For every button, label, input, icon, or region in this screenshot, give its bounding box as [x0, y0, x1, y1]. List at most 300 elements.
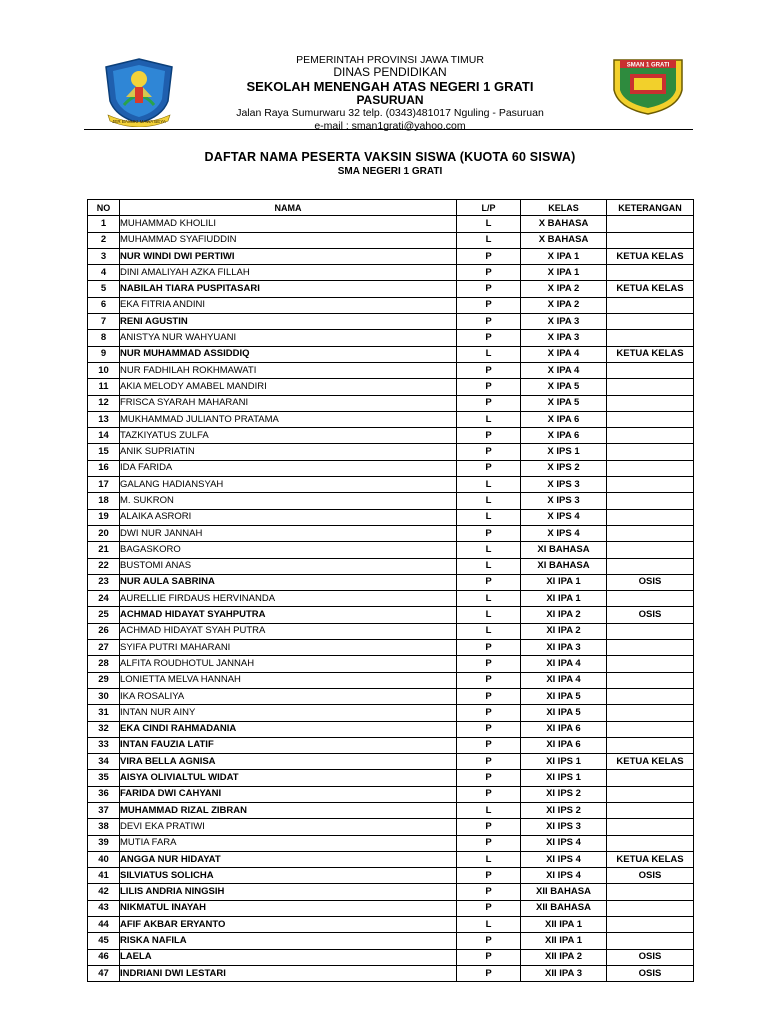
- column-header-no: NO: [88, 200, 120, 216]
- student-name-cell: INTAN FAUZIA LATIF: [120, 737, 457, 753]
- remark-cell: [607, 379, 694, 395]
- student-name-cell: M. SUKRON: [120, 493, 457, 509]
- table-row: [88, 884, 694, 900]
- row-number-cell: 10: [88, 362, 120, 378]
- remark-cell: [607, 444, 694, 460]
- table-row: [88, 314, 694, 330]
- student-name-cell: INDRIANI DWI LESTARI: [120, 965, 457, 981]
- table-row: [88, 607, 694, 623]
- remark-cell: [607, 721, 694, 737]
- table-row: [88, 395, 694, 411]
- table-row: [88, 672, 694, 688]
- address-line: Jalan Raya Sumurwaru 32 telp. (0343)481017 Nguling - Pasuruan: [236, 107, 544, 119]
- class-cell: XI BAHASA: [521, 542, 607, 558]
- row-number-cell: 37: [88, 802, 120, 818]
- student-name-cell: RISKA NAFILA: [120, 933, 457, 949]
- student-name-cell: AURELLIE FIRDAUS HERVINANDA: [120, 591, 457, 607]
- row-number-cell: 21: [88, 542, 120, 558]
- remark-cell: KETUA KELAS: [607, 346, 694, 362]
- school-letterhead-text: [180, 54, 600, 133]
- remark-cell: KETUA KELAS: [607, 851, 694, 867]
- student-name-cell: AKIA MELODY AMABEL MANDIRI: [120, 379, 457, 395]
- gender-cell: P: [457, 900, 521, 916]
- class-cell: X IPA 4: [521, 362, 607, 378]
- remark-cell: [607, 330, 694, 346]
- gender-cell: P: [457, 656, 521, 672]
- student-name-cell: DEVI EKA PRATIWI: [120, 819, 457, 835]
- remark-cell: [607, 705, 694, 721]
- row-number-cell: 12: [88, 395, 120, 411]
- column-header-nama: NAMA: [120, 200, 457, 216]
- student-name-cell: MUTIA FARA: [120, 835, 457, 851]
- student-name-cell: NUR AULA SABRINA: [120, 574, 457, 590]
- class-cell: XI IPA 1: [521, 574, 607, 590]
- row-number-cell: 27: [88, 640, 120, 656]
- table-row: [88, 362, 694, 378]
- table-row: [88, 933, 694, 949]
- row-number-cell: 15: [88, 444, 120, 460]
- gender-cell: P: [457, 265, 521, 281]
- gender-cell: L: [457, 558, 521, 574]
- remark-cell: OSIS: [607, 965, 694, 981]
- gender-cell: P: [457, 525, 521, 541]
- table-row: [88, 281, 694, 297]
- gender-cell: L: [457, 493, 521, 509]
- remark-cell: OSIS: [607, 949, 694, 965]
- gender-cell: L: [457, 851, 521, 867]
- remark-cell: [607, 460, 694, 476]
- gender-cell: L: [457, 509, 521, 525]
- class-cell: X IPA 1: [521, 265, 607, 281]
- gender-cell: P: [457, 395, 521, 411]
- table-row: [88, 248, 694, 264]
- class-cell: X IPA 5: [521, 379, 607, 395]
- column-header-lp: L/P: [457, 200, 521, 216]
- gender-cell: L: [457, 411, 521, 427]
- student-name-cell: INTAN NUR AINY: [120, 705, 457, 721]
- table-row: [88, 493, 694, 509]
- remark-cell: [607, 835, 694, 851]
- gender-cell: P: [457, 428, 521, 444]
- remark-cell: [607, 232, 694, 248]
- table-header-row: [88, 200, 694, 216]
- row-number-cell: 25: [88, 607, 120, 623]
- class-cell: XI IPA 5: [521, 688, 607, 704]
- table-row: [88, 835, 694, 851]
- class-cell: X IPA 5: [521, 395, 607, 411]
- table-row: [88, 232, 694, 248]
- table-row: [88, 297, 694, 313]
- remark-cell: KETUA KELAS: [607, 281, 694, 297]
- remark-cell: [607, 558, 694, 574]
- gender-cell: P: [457, 444, 521, 460]
- gender-cell: P: [457, 248, 521, 264]
- remark-cell: [607, 917, 694, 933]
- east-java-crest-icon: [102, 57, 176, 127]
- remark-cell: [607, 542, 694, 558]
- row-number-cell: 3: [88, 248, 120, 264]
- gender-cell: P: [457, 835, 521, 851]
- remark-cell: [607, 640, 694, 656]
- class-cell: XI IPA 2: [521, 623, 607, 639]
- row-number-cell: 32: [88, 721, 120, 737]
- gender-cell: P: [457, 379, 521, 395]
- row-number-cell: 44: [88, 917, 120, 933]
- gender-cell: P: [457, 460, 521, 476]
- remark-cell: [607, 411, 694, 427]
- row-number-cell: 8: [88, 330, 120, 346]
- gender-cell: P: [457, 688, 521, 704]
- remark-cell: [607, 297, 694, 313]
- class-cell: XI IPA 5: [521, 705, 607, 721]
- row-number-cell: 13: [88, 411, 120, 427]
- class-cell: X IPA 6: [521, 411, 607, 427]
- vaccine-participant-table: [87, 199, 694, 982]
- class-cell: XI IPS 2: [521, 786, 607, 802]
- gender-cell: L: [457, 216, 521, 232]
- row-number-cell: 4: [88, 265, 120, 281]
- student-name-cell: ALAIKA ASRORI: [120, 509, 457, 525]
- student-name-cell: AISYA OLIVIALTUL WIDAT: [120, 770, 457, 786]
- student-name-cell: NIKMATUL INAYAH: [120, 900, 457, 916]
- row-number-cell: 16: [88, 460, 120, 476]
- gender-cell: P: [457, 721, 521, 737]
- gender-cell: L: [457, 607, 521, 623]
- class-cell: XI IPS 1: [521, 770, 607, 786]
- gender-cell: P: [457, 330, 521, 346]
- student-name-cell: AFIF AKBAR ERYANTO: [120, 917, 457, 933]
- student-name-cell: LILIS ANDRIA NINGSIH: [120, 884, 457, 900]
- remark-cell: [607, 688, 694, 704]
- class-cell: XII BAHASA: [521, 884, 607, 900]
- student-name-cell: VIRA BELLA AGNISA: [120, 754, 457, 770]
- row-number-cell: 36: [88, 786, 120, 802]
- table-row: [88, 379, 694, 395]
- table-row: [88, 460, 694, 476]
- class-cell: XII IPA 2: [521, 949, 607, 965]
- remark-cell: [607, 819, 694, 835]
- gender-cell: L: [457, 802, 521, 818]
- student-name-cell: EKA CINDI RAHMADANIA: [120, 721, 457, 737]
- gender-cell: P: [457, 868, 521, 884]
- row-number-cell: 14: [88, 428, 120, 444]
- remark-cell: [607, 216, 694, 232]
- remark-cell: [607, 265, 694, 281]
- remark-cell: [607, 623, 694, 639]
- table-row: [88, 721, 694, 737]
- gender-cell: P: [457, 884, 521, 900]
- class-cell: XI IPA 2: [521, 607, 607, 623]
- gender-cell: P: [457, 297, 521, 313]
- student-name-cell: MUHAMMAD RIZAL ZIBRAN: [120, 802, 457, 818]
- student-name-cell: MUHAMMAD KHOLILI: [120, 216, 457, 232]
- row-number-cell: 20: [88, 525, 120, 541]
- gender-cell: P: [457, 737, 521, 753]
- student-name-cell: LONIETTA MELVA HANNAH: [120, 672, 457, 688]
- remark-cell: [607, 477, 694, 493]
- gender-cell: P: [457, 705, 521, 721]
- student-name-cell: LAELA: [120, 949, 457, 965]
- class-cell: XI IPS 1: [521, 754, 607, 770]
- remark-cell: [607, 656, 694, 672]
- class-cell: XI IPA 4: [521, 656, 607, 672]
- department-line: DINAS PENDIDIKAN: [333, 65, 447, 79]
- table-row: [88, 802, 694, 818]
- row-number-cell: 45: [88, 933, 120, 949]
- table-row: [88, 640, 694, 656]
- class-cell: X IPA 2: [521, 297, 607, 313]
- table-row: [88, 917, 694, 933]
- remark-cell: [607, 493, 694, 509]
- remark-cell: [607, 525, 694, 541]
- class-cell: X IPA 4: [521, 346, 607, 362]
- class-cell: X IPS 4: [521, 509, 607, 525]
- class-cell: X BAHASA: [521, 216, 607, 232]
- table-row: [88, 819, 694, 835]
- row-number-cell: 35: [88, 770, 120, 786]
- table-row: [88, 737, 694, 753]
- class-cell: XI IPA 6: [521, 721, 607, 737]
- table-row: [88, 346, 694, 362]
- gender-cell: L: [457, 542, 521, 558]
- row-number-cell: 46: [88, 949, 120, 965]
- student-name-cell: ANGGA NUR HIDAYAT: [120, 851, 457, 867]
- row-number-cell: 22: [88, 558, 120, 574]
- row-number-cell: 28: [88, 656, 120, 672]
- gender-cell: P: [457, 672, 521, 688]
- class-cell: XI IPS 2: [521, 802, 607, 818]
- sman1-grati-emblem-icon: [608, 56, 688, 116]
- class-cell: X IPS 2: [521, 460, 607, 476]
- class-cell: X IPA 3: [521, 314, 607, 330]
- table-row: [88, 851, 694, 867]
- row-number-cell: 11: [88, 379, 120, 395]
- class-cell: X IPS 3: [521, 493, 607, 509]
- row-number-cell: 29: [88, 672, 120, 688]
- remark-cell: [607, 314, 694, 330]
- table-row: [88, 656, 694, 672]
- table-row: [88, 623, 694, 639]
- student-name-cell: NUR FADHILAH ROKHMAWATI: [120, 362, 457, 378]
- class-cell: XI IPA 3: [521, 640, 607, 656]
- student-name-cell: EKA FITRIA ANDINI: [120, 297, 457, 313]
- student-name-cell: RENI AGUSTIN: [120, 314, 457, 330]
- row-number-cell: 7: [88, 314, 120, 330]
- row-number-cell: 23: [88, 574, 120, 590]
- student-name-cell: FRISCA SYARAH MAHARANI: [120, 395, 457, 411]
- class-cell: X IPA 1: [521, 248, 607, 264]
- gender-cell: P: [457, 640, 521, 656]
- gender-cell: P: [457, 754, 521, 770]
- class-cell: XI IPS 3: [521, 819, 607, 835]
- gender-cell: L: [457, 591, 521, 607]
- student-name-cell: ACHMAD HIDAYAT SYAHPUTRA: [120, 607, 457, 623]
- remark-cell: [607, 900, 694, 916]
- table-row: [88, 411, 694, 427]
- class-cell: X IPA 2: [521, 281, 607, 297]
- table-row: [88, 965, 694, 981]
- row-number-cell: 34: [88, 754, 120, 770]
- table-row: [88, 868, 694, 884]
- student-name-cell: NUR MUHAMMAD ASSIDDIQ: [120, 346, 457, 362]
- remark-cell: [607, 509, 694, 525]
- table-row: [88, 265, 694, 281]
- student-name-cell: BAGASKORO: [120, 542, 457, 558]
- student-name-cell: NUR WINDI DWI PERTIWI: [120, 248, 457, 264]
- letterhead-divider: [84, 129, 693, 130]
- table-row: [88, 428, 694, 444]
- row-number-cell: 19: [88, 509, 120, 525]
- student-name-cell: ANIK SUPRIATIN: [120, 444, 457, 460]
- gender-cell: P: [457, 819, 521, 835]
- class-cell: XII IPA 1: [521, 933, 607, 949]
- gender-cell: P: [457, 281, 521, 297]
- student-name-cell: NABILAH TIARA PUSPITASARI: [120, 281, 457, 297]
- gender-cell: L: [457, 477, 521, 493]
- class-cell: X IPA 6: [521, 428, 607, 444]
- gender-cell: P: [457, 574, 521, 590]
- document-titles: [100, 150, 680, 178]
- document-subtitle: SMA NEGERI 1 GRATI: [337, 166, 443, 177]
- class-cell: XI IPA 1: [521, 591, 607, 607]
- remark-cell: [607, 428, 694, 444]
- student-name-cell: MUHAMMAD SYAFIUDDIN: [120, 232, 457, 248]
- class-cell: XII IPA 1: [521, 917, 607, 933]
- gender-cell: P: [457, 770, 521, 786]
- remark-cell: [607, 672, 694, 688]
- class-cell: X BAHASA: [521, 232, 607, 248]
- class-cell: XI IPS 4: [521, 851, 607, 867]
- row-number-cell: 42: [88, 884, 120, 900]
- class-cell: X IPS 3: [521, 477, 607, 493]
- left-logo-motto: JER BASUKI MAWA BEYA: [112, 119, 166, 124]
- remark-cell: [607, 770, 694, 786]
- gender-cell: L: [457, 917, 521, 933]
- email-line: e-mail : sman1grati@yahoo.com: [314, 120, 466, 132]
- right-logo-text: SMAN 1 GRATI: [626, 62, 670, 69]
- table-row: [88, 949, 694, 965]
- document-title: DAFTAR NAMA PESERTA VAKSIN SISWA (KUOTA 60 SISWA): [204, 150, 576, 164]
- column-header-keterangan: KETERANGAN: [607, 200, 694, 216]
- class-cell: XI IPS 4: [521, 835, 607, 851]
- class-cell: XI IPA 6: [521, 737, 607, 753]
- row-number-cell: 18: [88, 493, 120, 509]
- remark-cell: [607, 933, 694, 949]
- class-cell: X IPA 3: [521, 330, 607, 346]
- student-name-cell: BUSTOMI ANAS: [120, 558, 457, 574]
- table-row: [88, 509, 694, 525]
- remark-cell: KETUA KELAS: [607, 248, 694, 264]
- remark-cell: OSIS: [607, 607, 694, 623]
- remark-cell: [607, 884, 694, 900]
- remark-cell: [607, 802, 694, 818]
- student-name-cell: ACHMAD HIDAYAT SYAH PUTRA: [120, 623, 457, 639]
- row-number-cell: 24: [88, 591, 120, 607]
- row-number-cell: 33: [88, 737, 120, 753]
- table-row: [88, 444, 694, 460]
- class-cell: XI IPA 4: [521, 672, 607, 688]
- student-name-cell: MUKHAMMAD JULIANTO PRATAMA: [120, 411, 457, 427]
- gender-cell: P: [457, 965, 521, 981]
- class-cell: XII BAHASA: [521, 900, 607, 916]
- row-number-cell: 17: [88, 477, 120, 493]
- remark-cell: OSIS: [607, 868, 694, 884]
- gender-cell: L: [457, 232, 521, 248]
- gender-cell: P: [457, 933, 521, 949]
- table-row: [88, 786, 694, 802]
- table-row: [88, 542, 694, 558]
- remark-cell: [607, 395, 694, 411]
- row-number-cell: 40: [88, 851, 120, 867]
- table-row: [88, 216, 694, 232]
- table-row: [88, 591, 694, 607]
- gender-cell: P: [457, 362, 521, 378]
- remark-cell: KETUA KELAS: [607, 754, 694, 770]
- row-number-cell: 26: [88, 623, 120, 639]
- remark-cell: [607, 591, 694, 607]
- table-row: [88, 900, 694, 916]
- table-row: [88, 558, 694, 574]
- row-number-cell: 43: [88, 900, 120, 916]
- city-line: PASURUAN: [356, 93, 424, 107]
- class-cell: X IPS 4: [521, 525, 607, 541]
- student-name-cell: TAZKIYATUS ZULFA: [120, 428, 457, 444]
- row-number-cell: 1: [88, 216, 120, 232]
- table-row: [88, 525, 694, 541]
- student-name-cell: DWI NUR JANNAH: [120, 525, 457, 541]
- table-body: [88, 216, 694, 982]
- gender-cell: P: [457, 314, 521, 330]
- class-cell: X IPS 1: [521, 444, 607, 460]
- row-number-cell: 6: [88, 297, 120, 313]
- table-row: [88, 574, 694, 590]
- table-row: [88, 770, 694, 786]
- student-name-cell: GALANG HADIANSYAH: [120, 477, 457, 493]
- student-name-cell: ALFITA ROUDHOTUL JANNAH: [120, 656, 457, 672]
- student-name-cell: DINI AMALIYAH AZKA FILLAH: [120, 265, 457, 281]
- government-line: PEMERINTAH PROVINSI JAWA TIMUR: [296, 54, 484, 66]
- gender-cell: L: [457, 346, 521, 362]
- student-name-cell: IDA FARIDA: [120, 460, 457, 476]
- remark-cell: [607, 786, 694, 802]
- letterhead: [0, 0, 768, 132]
- row-number-cell: 41: [88, 868, 120, 884]
- row-number-cell: 39: [88, 835, 120, 851]
- student-name-cell: SYIFA PUTRI MAHARANI: [120, 640, 457, 656]
- column-header-kelas: KELAS: [521, 200, 607, 216]
- row-number-cell: 9: [88, 346, 120, 362]
- row-number-cell: 47: [88, 965, 120, 981]
- remark-cell: [607, 737, 694, 753]
- row-number-cell: 2: [88, 232, 120, 248]
- class-cell: XI BAHASA: [521, 558, 607, 574]
- class-cell: XI IPS 4: [521, 868, 607, 884]
- row-number-cell: 38: [88, 819, 120, 835]
- row-number-cell: 30: [88, 688, 120, 704]
- row-number-cell: 5: [88, 281, 120, 297]
- remark-cell: OSIS: [607, 574, 694, 590]
- gender-cell: L: [457, 623, 521, 639]
- gender-cell: P: [457, 786, 521, 802]
- school-name: SEKOLAH MENENGAH ATAS NEGERI 1 GRATI: [246, 79, 534, 94]
- student-name-cell: SILVIATUS SOLICHA: [120, 868, 457, 884]
- table-row: [88, 688, 694, 704]
- student-name-cell: FARIDA DWI CAHYANI: [120, 786, 457, 802]
- table-row: [88, 705, 694, 721]
- table-row: [88, 477, 694, 493]
- table-row: [88, 330, 694, 346]
- student-name-cell: ANISTYA NUR WAHYUANI: [120, 330, 457, 346]
